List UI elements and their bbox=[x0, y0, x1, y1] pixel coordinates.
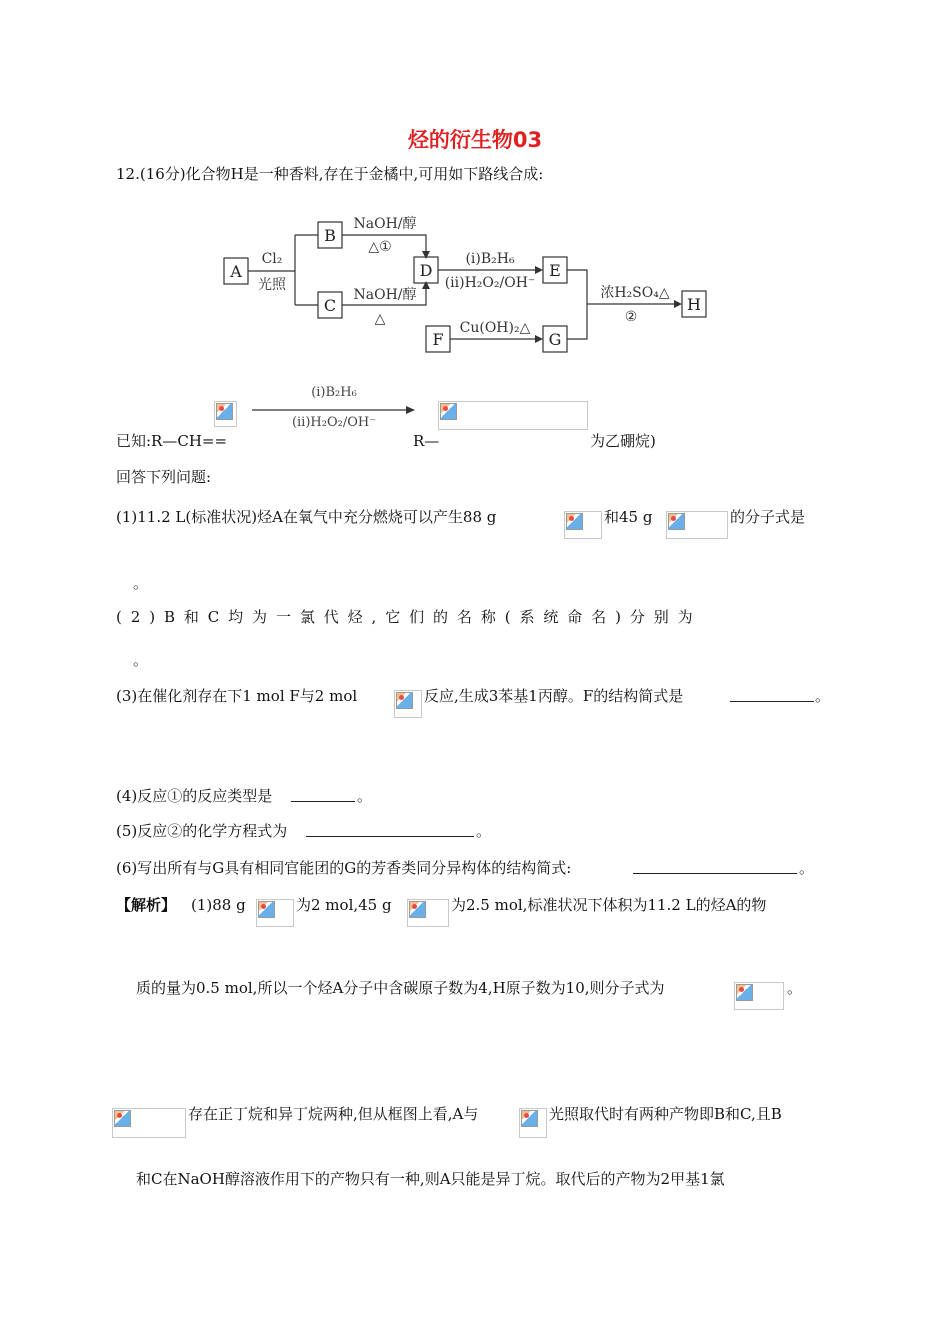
q5-text: (5)反应②的化学方程式为 bbox=[116, 822, 288, 840]
answer-prompt: 回答下列问题: bbox=[116, 468, 212, 486]
node-e: E bbox=[549, 261, 561, 280]
q6-end: 。 bbox=[799, 859, 815, 877]
arrowhead-h bbox=[674, 300, 682, 308]
image-placeholder-icon bbox=[258, 901, 275, 918]
node-b: B bbox=[324, 226, 336, 245]
formula-image-h2 bbox=[394, 690, 422, 718]
image-placeholder-icon bbox=[521, 1110, 538, 1127]
image-placeholder-icon bbox=[216, 403, 233, 420]
q1-end: 。 bbox=[133, 574, 149, 592]
known-product-prefix: R— bbox=[413, 432, 440, 450]
formula-image-c4h10-2 bbox=[112, 1108, 186, 1138]
image-placeholder-icon bbox=[566, 513, 583, 530]
synthesis-scheme bbox=[215, 205, 725, 357]
known-prefix: 已知:R—CH== bbox=[116, 432, 228, 450]
node-f: F bbox=[432, 330, 444, 349]
q1-part3: 的分子式是 bbox=[730, 508, 806, 526]
q2-end: 。 bbox=[133, 651, 149, 669]
q2-text-content: (2)B和C均为一氯代烃,它们的名称(系统命名)分别为 bbox=[116, 608, 702, 626]
known-reagent-top: (ⅰ)B₂H₆ bbox=[311, 385, 357, 400]
q4-end: 。 bbox=[357, 787, 373, 805]
arrowhead-cd bbox=[422, 281, 430, 289]
analysis-p4: 和C在NaOH醇溶液作用下的产物只有一种,则A只能是异丁烷。取代后的产物为2甲基1氯 bbox=[136, 1170, 725, 1188]
cond-cl2: Cl₂ bbox=[261, 251, 283, 267]
q1-part1: (1)11.2 L(标准状况)烃A在氧气中充分燃烧可以产生88 g bbox=[116, 508, 497, 526]
cond-cd-top: NaOH/醇 bbox=[353, 287, 417, 303]
known-suffix: 为乙硼烷) bbox=[590, 432, 656, 450]
q2-text bbox=[116, 606, 816, 628]
q4-answer-blank[interactable] bbox=[291, 785, 355, 802]
page-title: 烃的衍生物03 bbox=[407, 128, 543, 152]
cond-bd-top: NaOH/醇 bbox=[353, 216, 417, 232]
formula-image-c4h10 bbox=[734, 982, 784, 1010]
node-c: C bbox=[323, 296, 337, 315]
known-reagent-bottom: (ⅱ)H₂O₂/OH⁻ bbox=[291, 415, 377, 430]
image-placeholder-icon bbox=[736, 984, 753, 1001]
q3-answer-blank[interactable] bbox=[730, 685, 814, 702]
q4-text: (4)反应①的反应类型是 bbox=[116, 787, 273, 805]
analysis-p3a: 存在正丁烷和异丁烷两种,但从框图上看,A与 bbox=[188, 1105, 479, 1123]
analysis-p1c: 为2.5 mol,标准状况下体积为11.2 L的烃A的物 bbox=[451, 896, 767, 914]
formula-image-h2o-analysis bbox=[407, 899, 449, 927]
image-placeholder-icon bbox=[440, 403, 457, 420]
formula-image-h2o bbox=[666, 511, 728, 539]
cond-cd-bottom: △ bbox=[374, 311, 386, 327]
arrowhead-de bbox=[535, 266, 543, 274]
cond-light: 光照 bbox=[258, 277, 286, 293]
image-placeholder-icon bbox=[668, 513, 685, 530]
image-placeholder-icon bbox=[396, 692, 413, 709]
question-header: 12.(16分)化合物H是一种香料,存在于金橘中,可用如下路线合成: bbox=[116, 165, 544, 183]
formula-image-co2 bbox=[564, 511, 602, 539]
cond-bd-bottom: △① bbox=[368, 239, 392, 255]
analysis-label: 【解析】 bbox=[116, 896, 177, 914]
eg-to-h-line bbox=[567, 270, 676, 339]
analysis-p2: 质的量为0.5 mol,所以一个烃A分子中含碳原子数为4,H原子数为10,则分子式为 bbox=[136, 979, 665, 997]
node-h: H bbox=[687, 295, 701, 314]
analysis-p1a: (1)88 g bbox=[191, 896, 246, 914]
formula-image-cl2 bbox=[519, 1108, 547, 1138]
arrowhead-bd bbox=[422, 251, 430, 259]
image-placeholder-icon bbox=[409, 901, 426, 918]
q1-part2: 和45 g bbox=[604, 508, 653, 526]
a-fork-lines bbox=[248, 235, 318, 305]
structure-image-product bbox=[438, 401, 588, 430]
node-g: G bbox=[548, 330, 562, 349]
formula-image-co2-analysis bbox=[256, 899, 294, 927]
analysis-p3b: 光照取代时有两种产物即B和C,且B bbox=[549, 1105, 782, 1123]
q5-end: 。 bbox=[476, 822, 492, 840]
q5-answer-blank[interactable] bbox=[306, 820, 474, 837]
cond-h-top: 浓H₂SO₄△ bbox=[600, 285, 670, 301]
cond-h-bottom: ② bbox=[624, 309, 638, 325]
node-a: A bbox=[230, 262, 242, 281]
q3-part2: 反应,生成3苯基1丙醇。F的结构简式是 bbox=[424, 687, 684, 705]
analysis-p2-end: 。 bbox=[787, 979, 803, 997]
arrowhead-fg bbox=[535, 335, 543, 343]
q3-end: 。 bbox=[815, 687, 831, 705]
q6-text: (6)写出所有与G具有相同官能团的G的芳香类同分异构体的结构简式: bbox=[116, 859, 572, 877]
structure-image-reactant bbox=[214, 401, 237, 427]
cond-de-bottom: (ii)H₂O₂/OH⁻ bbox=[444, 275, 536, 291]
cond-de-top: (i)B₂H₆ bbox=[465, 251, 515, 267]
q3-part1: (3)在催化剂存在下1 mol F与2 mol bbox=[116, 687, 358, 705]
cond-fg: Cu(OH)₂△ bbox=[459, 320, 531, 336]
image-placeholder-icon bbox=[114, 1110, 131, 1127]
node-d: D bbox=[419, 261, 433, 280]
q6-answer-blank[interactable] bbox=[633, 857, 797, 874]
analysis-p1b: 为2 mol,45 g bbox=[296, 896, 392, 914]
